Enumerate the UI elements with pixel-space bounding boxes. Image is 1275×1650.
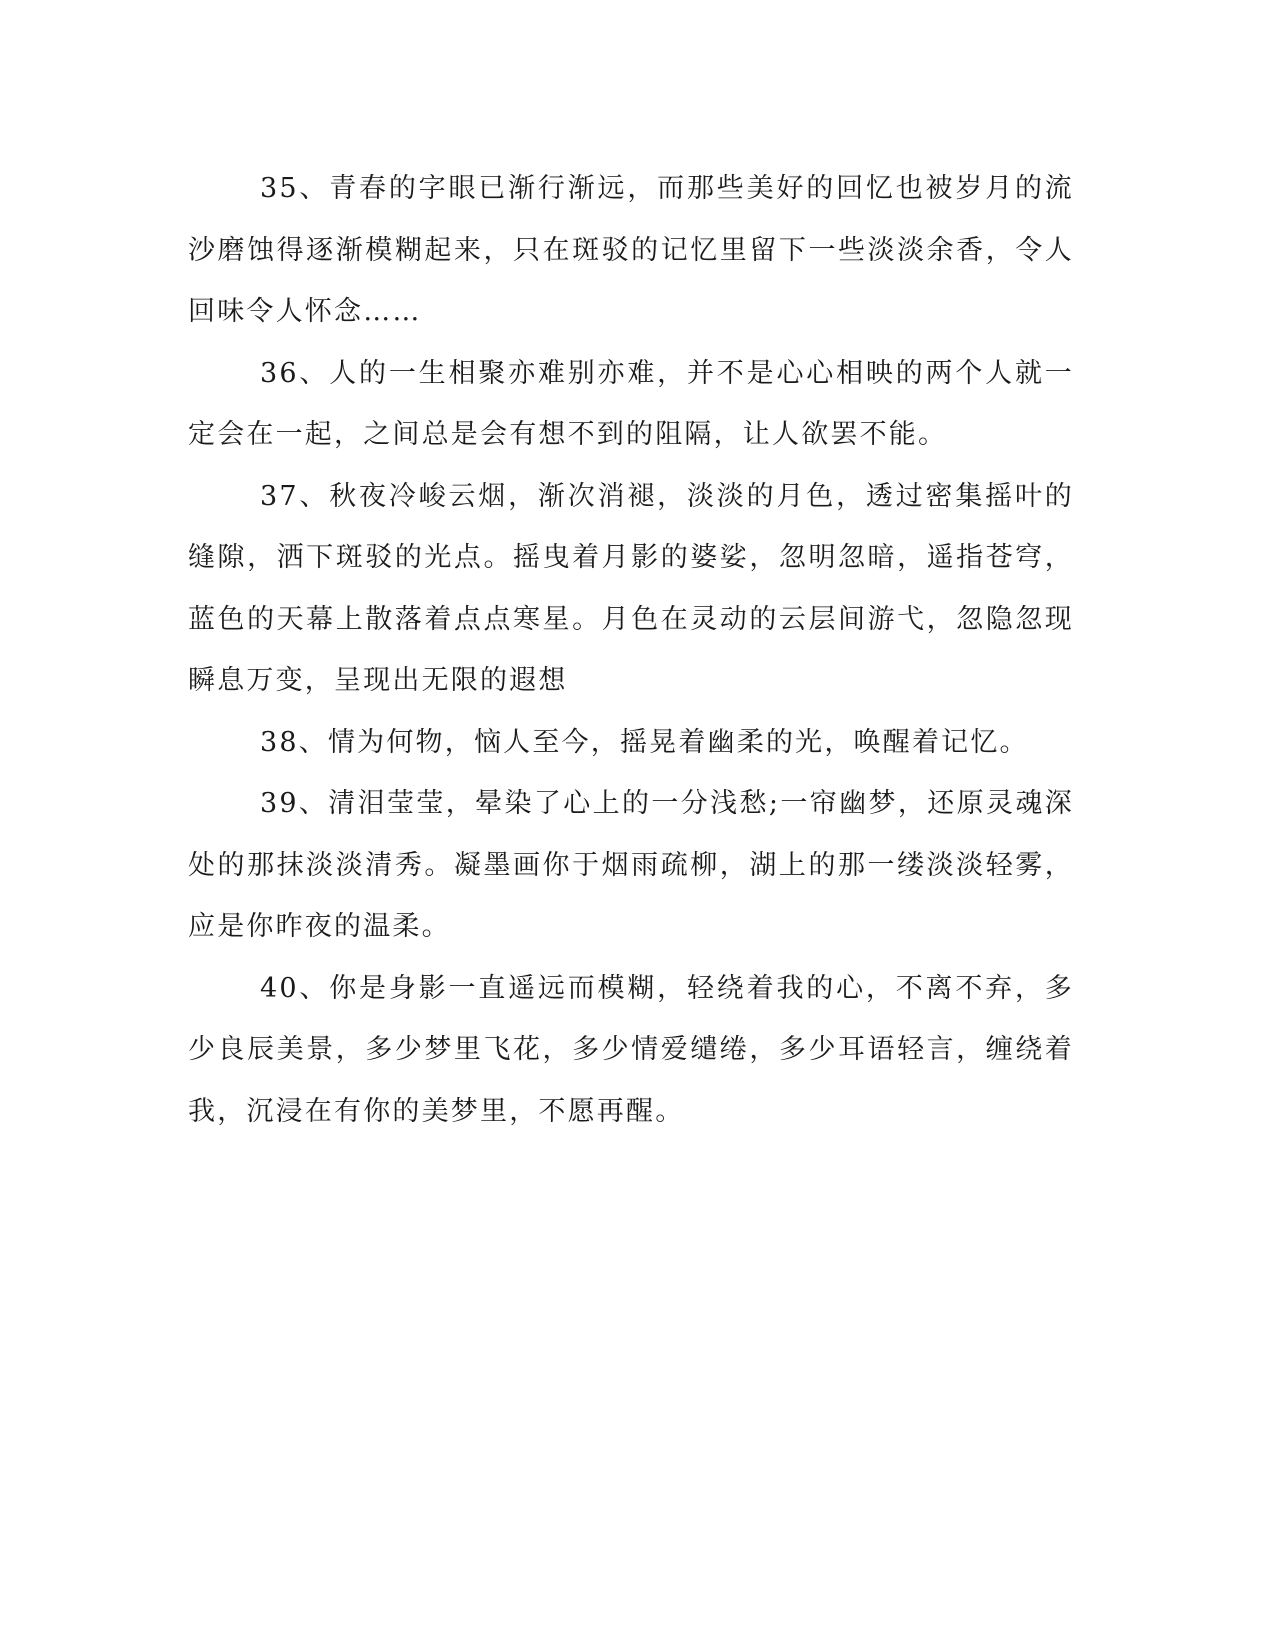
paragraph-36: 36、人的一生相聚亦难别亦难，并不是心心相映的两个人就一定会在一起，之间总是会有想不到的阻隔，让人欲罢不能。	[188, 357, 1074, 450]
paragraph-37: 37、秋夜冷峻云烟，渐次消褪，淡淡的月色，透过密集摇叶的缝隙，洒下斑驳的光点。摇曳着月影的婆娑，忽明忽暗，遥指苍穹，蓝色的天幕上散落着点点寒星。月色在灵动的云层间游弋，忽隐忽现瞬息万变，呈现出无限的遐想	[188, 480, 1074, 696]
paragraph-40: 40、你是身影一直遥远而模糊，轻绕着我的心，不离不弃，多少良辰美景，多少梦里飞花，多少情爱缱绻，多少耳语轻言，缠绕着我，沉浸在有你的美梦里，不愿再醒。	[188, 972, 1074, 1127]
paragraph-39: 39、清泪莹莹，晕染了心上的一分浅愁;一帘幽梦，还原灵魂深处的那抹淡淡清秀。凝墨画你于烟雨疏柳，湖上的那一缕淡淡轻雾，应是你昨夜的温柔。	[188, 788, 1074, 942]
paragraph-35: 35、青春的字眼已渐行渐远，而那些美好的回忆也被岁月的流沙磨蚀得逐渐模糊起来，只在斑驳的记忆里留下一些淡淡余香，令人回味令人怀念……	[188, 173, 1074, 327]
document-body	[188, 158, 1074, 1142]
paragraph-38: 38、情为何物，恼人至今，摇晃着幽柔的光，唤醒着记忆。	[260, 726, 1029, 758]
